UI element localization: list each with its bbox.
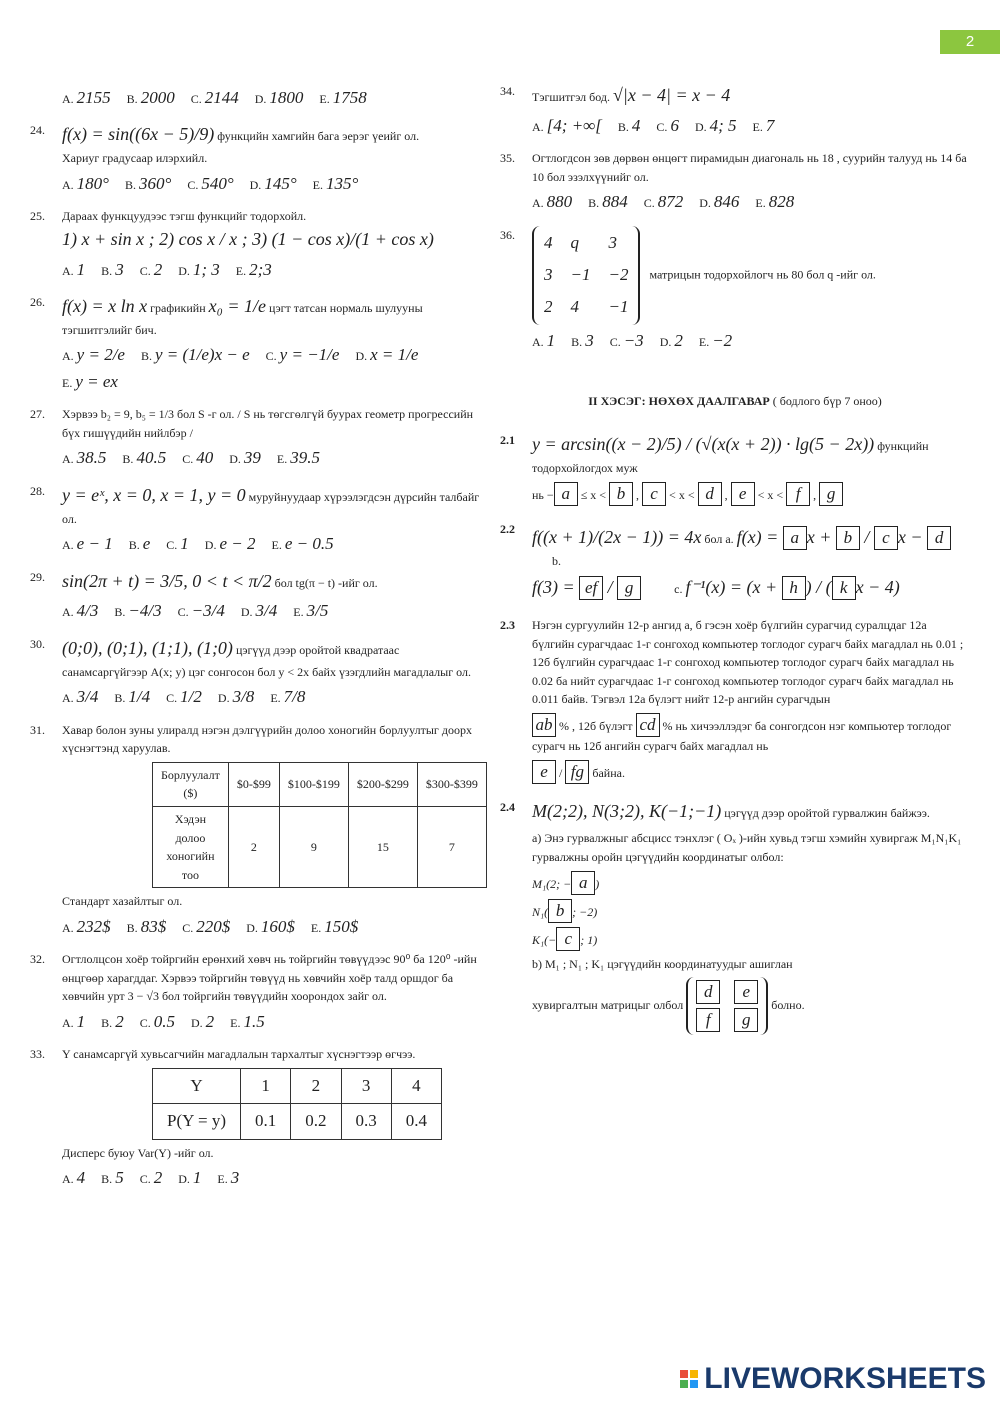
option: E. 150$ <box>310 916 359 936</box>
table-cell: Хэдэн долоо хоногийн тоо <box>153 806 229 887</box>
question-23-options <box>30 82 480 111</box>
options <box>62 684 480 710</box>
option: C. 1/2 <box>166 687 202 707</box>
answer-box-fg[interactable]: fg <box>565 760 589 784</box>
options <box>62 445 480 471</box>
problem-2-2 <box>500 520 970 606</box>
formula-part: M₁(2; − <box>532 876 572 891</box>
question-28 <box>30 482 480 558</box>
option: B. 3 <box>101 259 124 279</box>
problem-text-3: % нь хичээллэдэг ба сонгогдсон нэг компьютер тоглодог сурагч нь 12б ангийн сурагч байх магадлал нь <box>532 718 952 753</box>
option: C. 6 <box>656 115 679 135</box>
answer-box[interactable]: b <box>548 899 572 923</box>
table-row <box>153 1104 442 1139</box>
question-36 <box>500 226 970 354</box>
option: C. 1 <box>166 534 189 554</box>
question-number: 29. <box>30 569 45 584</box>
option: D. 2 <box>659 330 683 350</box>
answer-box[interactable]: a <box>571 871 595 895</box>
part-a-text: a) Энэ гурвалжныг абсцисс тэнхлэг ( Oₓ )-ийн хувьд тэгш хэмийн хувиргаж M₁N₁K₁ гурвалжны оройн цэгүүдийн координатыг олбол: <box>532 831 962 865</box>
formula-part: N₁( <box>532 904 549 919</box>
table-cell: $0-$99 <box>228 762 279 806</box>
question-text: муруйнуудаар хүрээлэгдсэн дүрсийн талбайг ол. <box>62 489 480 526</box>
option: C. 872 <box>643 192 684 212</box>
option: A. 38.5 <box>62 448 107 468</box>
table-cell: 9 <box>279 806 348 887</box>
matrix-cell: 3 <box>608 232 617 252</box>
table-cell: $200-$299 <box>348 762 417 806</box>
option: E. 1.5 <box>230 1012 265 1032</box>
matrix-cell: 3 <box>544 265 553 285</box>
formula: sin(2π + t) = 3/5, 0 < t < π/2 <box>62 570 272 591</box>
options <box>532 328 970 354</box>
option: A. e − 1 <box>62 534 113 554</box>
option: D. x = 1/e <box>355 345 419 365</box>
options <box>62 531 480 557</box>
question-26 <box>30 293 480 395</box>
question-24 <box>30 121 480 197</box>
table-cell: 4 <box>391 1069 441 1104</box>
answer-box[interactable]: d <box>927 526 951 550</box>
option: A. [4; +∞[ <box>532 115 602 135</box>
question-text: цэгүүд дээр оройтой квадратаас санамсаргүйгээр A(x; y) цэг сонгосон бол y < 2x байх үзэгдлийн магадлалыг ол. <box>62 642 471 679</box>
option: E. y = ex <box>62 371 118 391</box>
formula: 1) x + sin x ; 2) cos x / x ; 3) (1 − cos x)/(1 + cos x) <box>62 228 434 249</box>
option: A. 180° <box>62 173 109 193</box>
distribution-table <box>152 1068 442 1140</box>
part-a-label: a. <box>725 531 734 546</box>
problem-text-pre: нь <box>532 487 544 502</box>
problem-text: цэгүүд дээр оройтой гурвалжин байжээ. <box>724 805 930 820</box>
answer-box[interactable]: a <box>783 526 807 550</box>
table-cell: 2 <box>228 806 279 887</box>
answer-box[interactable]: c <box>874 526 898 550</box>
option: D. 145° <box>249 173 297 193</box>
option: D. 3/4 <box>240 601 278 621</box>
option: B. 5 <box>101 1168 124 1188</box>
formula-part: x − 4) <box>855 577 900 598</box>
options <box>62 598 480 624</box>
formula: f((x + 1)/(2x − 1)) = 4x <box>532 526 702 547</box>
table-row <box>153 1069 442 1104</box>
option: A. 3/4 <box>62 687 99 707</box>
question-27 <box>30 405 480 472</box>
question-number: 24. <box>30 123 45 138</box>
formula: y = eˣ, x = 0, x = 1, y = 0 <box>62 484 246 505</box>
answer-box-f[interactable]: f <box>696 1008 720 1032</box>
domain-answer <box>532 482 970 506</box>
question-number: 30. <box>30 636 45 651</box>
question-text: матрицын тодорхойлогч нь 80 бол q -ийг ол. <box>649 267 876 282</box>
question-text: Хэрвээ b₂ = 9, b₅ = 1/3 бол S -г ол. / S нь төгсгөлгүй буурах геометр прогрессийн бүх гишүүдийн нийлбэр / <box>62 407 474 440</box>
problem-number: 2.1 <box>500 433 515 448</box>
part-c-formula <box>685 577 899 597</box>
question-text: функцийн хамгийн бага эерэг үеийг ол. <box>217 129 420 144</box>
options <box>62 342 480 395</box>
formula-part: f(x) = <box>736 526 783 547</box>
answer-box[interactable]: k <box>832 576 856 600</box>
option: D. 846 <box>699 192 740 212</box>
question-number: 28. <box>30 483 45 498</box>
option: C. −3/4 <box>177 601 225 621</box>
formula-part: / <box>603 577 618 598</box>
page-number-badge: 2 <box>940 30 1000 54</box>
matrix-cell: 4 <box>570 297 579 317</box>
formula: f(x) = sin((6x − 5)/9) <box>62 124 215 145</box>
options <box>532 189 970 215</box>
option: C. −3 <box>609 330 644 350</box>
problem-number: 2.4 <box>500 799 515 814</box>
option: B. e <box>128 534 151 554</box>
question-text-2: Дисперс буюу Var(Y) -ийг ол. <box>62 1145 214 1160</box>
formula: (0;0), (0;1), (1;1), (1;0) <box>62 637 233 658</box>
option: E. 7/8 <box>270 687 306 707</box>
option: B. 3 <box>571 330 594 350</box>
option: E. e − 0.5 <box>271 534 334 554</box>
answer-box-e[interactable]: e <box>532 760 556 784</box>
option: E. 7 <box>752 115 775 135</box>
question-number: 34. <box>500 84 515 98</box>
option: D. 4; 5 <box>694 115 737 135</box>
matrix-cell: 2 <box>544 297 553 317</box>
table-cell: P(Y = y) <box>153 1104 241 1139</box>
section-title-text: II ХЭСЭГ: НӨХӨХ ДААЛГАВАР <box>588 394 770 409</box>
logo-grid-icon <box>680 1370 698 1388</box>
option: B. −4/3 <box>114 601 162 621</box>
problem-2-1 <box>500 431 970 509</box>
option: D. 39 <box>229 448 261 468</box>
table-row <box>153 762 487 806</box>
answer-box-ab[interactable]: ab <box>532 713 556 737</box>
part-c-label: c. <box>674 582 683 597</box>
option: C. 0.5 <box>139 1012 175 1032</box>
options <box>62 171 480 197</box>
options <box>62 1009 480 1035</box>
question-number: 36. <box>500 227 515 242</box>
table-cell: 0.3 <box>341 1104 391 1139</box>
formula: f(x) = x ln x <box>62 296 148 316</box>
formula-part: K₁(− <box>532 932 557 947</box>
part-b-text: b) M₁ ; N₁ ; K₁ цэгүүдийн координатуудыг ашиглан <box>532 956 793 971</box>
problem-text-4: байна. <box>592 765 625 780</box>
option: D. 3/8 <box>217 687 255 707</box>
question-text: бол tg(π − t) -ийг ол. <box>274 575 378 590</box>
question-text: графикийн <box>150 301 206 315</box>
option: C. 2 <box>139 1168 163 1188</box>
table-cell: 7 <box>417 806 486 887</box>
question-number: 25. <box>30 209 45 224</box>
answer-box[interactable]: c <box>556 927 580 951</box>
option: A. 4 <box>62 1168 86 1188</box>
formula-part: x + <box>806 526 836 547</box>
answer-box-d[interactable]: d <box>696 980 720 1004</box>
question-34 <box>500 82 970 139</box>
formula-part: ≤ x < <box>577 487 610 502</box>
right-column <box>500 82 970 1049</box>
question-text-2: цэгт татсан нормаль шулууны тэгшитгэлийг бич. <box>62 301 423 337</box>
options <box>62 1165 480 1191</box>
table-cell: Y <box>153 1069 241 1104</box>
answer-box-e[interactable]: e <box>734 980 758 1004</box>
question-29 <box>30 568 480 625</box>
options <box>62 85 480 111</box>
table-cell: 1 <box>241 1069 291 1104</box>
table-cell: 0.2 <box>291 1104 341 1139</box>
matrix-cell: q <box>570 232 579 252</box>
question-text: Тэгшитгэл бод. <box>532 90 611 104</box>
liveworksheets-logo <box>680 1362 986 1396</box>
option: D. 1 <box>178 1168 202 1188</box>
option: B. 1/4 <box>114 687 151 707</box>
option: E. 3 <box>217 1168 240 1188</box>
point-k1 <box>532 927 970 951</box>
answer-box-g[interactable]: g <box>734 1008 758 1032</box>
matrix-cell: 4 <box>544 232 553 252</box>
question-text: Хавар болон зуны улиралд нэгэн дэлгүүрийн долоо хоногийн борлуултыг доорх хүснэгтэнд харуулав. <box>62 722 472 756</box>
option: C. y = −1/e <box>265 345 340 365</box>
option: B. 40.5 <box>122 448 167 468</box>
part-b-text-2: хувиргалтын матрицыг олбол <box>532 997 684 1012</box>
problem-number: 2.2 <box>500 521 515 536</box>
question-30 <box>30 635 480 711</box>
part-b-formula <box>532 577 641 597</box>
question-text-2: Хариуг градусаар илэрхийл. <box>62 151 208 166</box>
option: E. 3/5 <box>293 601 329 621</box>
part-a-formula <box>737 527 951 547</box>
formula-part: < x < <box>666 487 698 502</box>
option: D. 160$ <box>246 916 295 936</box>
answer-box-g[interactable]: g <box>819 482 843 506</box>
table-row <box>153 806 487 887</box>
option: D. e − 2 <box>204 534 256 554</box>
formula: y = arcsin((x − 2)/5) / (√(x(x + 2)) · lg(5 − 2x)) <box>532 434 875 455</box>
option: E. −2 <box>698 330 733 350</box>
question-number: 33. <box>30 1047 45 1062</box>
option: D. 1; 3 <box>178 259 220 279</box>
domain-parts: − a ≤ x < b , c < x < d , e < x < f , <box>547 488 819 502</box>
problem-number: 2.3 <box>500 618 515 632</box>
question-32 <box>30 950 480 1035</box>
formula-part: ; −2) <box>572 904 598 919</box>
option: B. 884 <box>588 192 628 212</box>
formula: √|x − 4| = x − 4 <box>613 85 731 105</box>
matrix <box>532 226 640 325</box>
question-number: 26. <box>30 295 45 309</box>
option: A. 1 <box>532 330 556 350</box>
problem-text: бол <box>704 531 723 546</box>
option: E. 828 <box>755 192 795 212</box>
brand-text: LIVEWORKSHEETS <box>704 1362 986 1395</box>
formula-part: ) <box>595 876 600 891</box>
formula-point: x₀ = 1/e <box>208 296 267 316</box>
option: C. 2 <box>139 259 163 279</box>
question-number: 31. <box>30 722 45 737</box>
option: B. 2000 <box>126 88 175 107</box>
formula-part: f(3) = <box>532 577 580 598</box>
answer-box[interactable]: a <box>554 482 578 506</box>
formula: M(2;2), N(3;2), K(−1;−1) <box>532 800 722 821</box>
option: A. 2155 <box>62 88 111 107</box>
option: A. 4/3 <box>62 601 99 621</box>
formula-part: x − <box>897 526 928 547</box>
question-33 <box>30 1045 480 1191</box>
option: B. 360° <box>124 173 172 193</box>
table-cell: 2 <box>291 1069 341 1104</box>
answer-box[interactable]: b <box>609 482 633 506</box>
option: B. 83$ <box>126 916 167 936</box>
option: C. 220$ <box>182 916 231 936</box>
option: A. y = 2/e <box>62 345 125 365</box>
question-text: Огтлогдсон зөв дөрвөн өнцөгт пирамидын диагональ нь 18 , суурийн талууд нь 14 ба 10 бол эзэлхүүнийг ол. <box>532 151 967 184</box>
formula-part: f⁻¹(x) = (x + <box>685 577 782 598</box>
problem-2-3: 2.3 Нэгэн сургуулийн 12-р ангид а, б гэсэн хоёр бүлгийн сурагчид суралцдаг 12а бүлгийн сурагчдаас 1-г сонгоход компьютер тоглодог сурагч байх магадлал нь 0.01 ; 12б бүлгийн сурагчдаас 1-г сонгоход компьютер тоглодог сурагч байх магадлал нь 0.02 ба нийт сурагчдаас 1-г сонгоход компьютер тоглодог сурагч байх магадлал нь 0.011 байв. Тэгвэл 12а бүлэгт нийт 12-р ангийн сурагчдын ab % , 12б бүлэгт cd % нь хичээллэдэг ба сонгогдсон нэг компьютер тоглодог сурагч нь 12б ангийн сурагч байх магадлал нь e / fg байна. <box>500 616 970 788</box>
table-cell: 0.4 <box>391 1104 441 1139</box>
part-b-label: b. <box>552 553 561 568</box>
options <box>62 257 480 283</box>
option: B. 4 <box>617 115 641 135</box>
table-cell: $300-$399 <box>417 762 486 806</box>
point-n1 <box>532 899 970 923</box>
answer-box[interactable]: c <box>642 482 666 506</box>
question-25 <box>30 207 480 283</box>
table-cell: 0.1 <box>241 1104 291 1139</box>
problem-2-4 <box>500 798 970 1040</box>
option: D. 1800 <box>254 88 304 107</box>
matrix-cell: −2 <box>608 265 629 285</box>
formula-part: − <box>546 487 554 502</box>
question-35 <box>500 149 970 216</box>
formula-part: ) / ( <box>805 577 832 598</box>
formula-part: ; 1) <box>580 932 598 947</box>
problem-text-2: % , 12б бүлэгт <box>559 718 633 733</box>
question-31 <box>30 721 480 941</box>
option: A. 880 <box>532 192 573 212</box>
option: E. 2;3 <box>235 259 272 279</box>
answer-box[interactable]: h <box>782 576 806 600</box>
formula-part: < x < <box>754 487 787 502</box>
sales-table <box>152 762 487 889</box>
question-number: 27. <box>30 407 45 422</box>
part-b-text-3: болно. <box>771 997 805 1012</box>
table-cell: $100-$199 <box>279 762 348 806</box>
problem-text: Нэгэн сургуулийн 12-р ангид а, б гэсэн хоёр бүлгийн сурагчид суралцдаг 12а бүлгийн сурагчдаас 1-г сонгоход компьютер тоглодог сурагч байх магадлал нь 0.01 ; 12б бүлгийн сурагчдаас 1-г сонгоход компьютер тоглодог сурагч байх магадлал нь 0.02 ба нийт сурагчдаас 1-г сонгоход компьютер тоглодог сурагч байх магадлал нь 0.011 байв. Тэгвэл 12а бүлэгт нийт 12-р ангийн сурагчдын <box>532 618 964 707</box>
option: E. 39.5 <box>276 448 320 468</box>
answer-box[interactable]: d <box>698 482 722 506</box>
problem-text: функцийн тодорхойлогдох муж <box>532 439 929 476</box>
answer-box[interactable]: b <box>836 526 860 550</box>
question-text: Огтлолцсон хоёр тойргийн ерөнхий хөвч нь тойргийн төвүүдээс 90⁰ ба 120⁰ -ийн өнцгөөр харагддаг. Хэрвээ тойргийн төвүүд нь хөвчийн хоёр талд оршдог ба хөвчийн урт 3 − √3 бол тойргийн төвүүдийн хоорондох зайг ол. <box>62 952 477 1004</box>
section-note: ( бодлого бүр 7 оноо) <box>772 394 882 409</box>
table-cell: Борлуулалт ($) <box>153 762 229 806</box>
option: A. 1 <box>62 259 86 279</box>
table-cell: 3 <box>341 1069 391 1104</box>
question-text: Y санамсаргүй хувьсагчийн магадлалын тархалтыг хүснэгтээр өгчээ. <box>62 1047 416 1062</box>
answer-box[interactable]: ef <box>579 576 603 600</box>
question-number: 32. <box>30 952 45 967</box>
left-column <box>30 82 480 1202</box>
table-cell: 15 <box>348 806 417 887</box>
section-title <box>500 394 970 409</box>
option: E. 135° <box>312 173 359 193</box>
answer-box-cd[interactable]: cd <box>636 713 660 737</box>
formula-part: / <box>859 526 874 547</box>
answer-box[interactable]: f <box>786 482 810 506</box>
answer-box[interactable]: g <box>617 576 641 600</box>
answer-box[interactable]: e <box>731 482 755 506</box>
option: C. 2144 <box>190 88 239 107</box>
option: D. 2 <box>190 1012 215 1032</box>
option: E. 1758 <box>319 88 367 107</box>
matrix-cell: −1 <box>608 297 629 317</box>
option: C. 40 <box>182 448 214 468</box>
option: C. 540° <box>187 173 234 193</box>
option: B. 2 <box>101 1012 124 1032</box>
options <box>62 914 487 940</box>
options <box>532 113 970 139</box>
option: A. 1 <box>62 1012 86 1032</box>
option: A. 232$ <box>62 916 111 936</box>
question-text: Дараах функцуудээс тэгш функцийг тодорхойл. <box>62 209 307 224</box>
question-text-2: Стандарт хазайлтыг ол. <box>62 894 183 909</box>
option: B. y = (1/e)x − e <box>140 345 250 365</box>
matrix-cell: −1 <box>570 265 591 285</box>
question-number: 35. <box>500 151 515 166</box>
point-m1 <box>532 871 970 895</box>
